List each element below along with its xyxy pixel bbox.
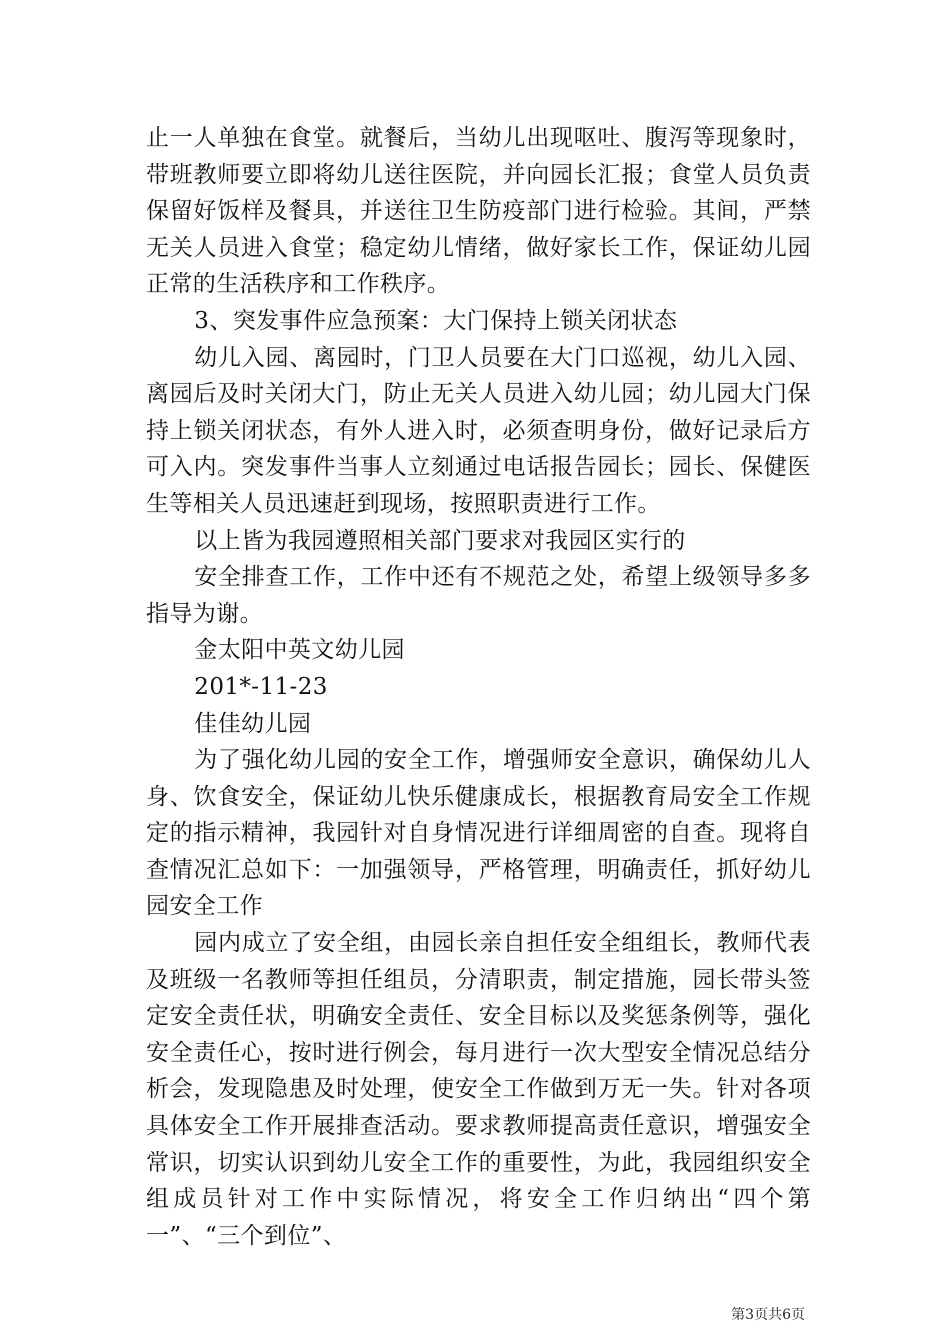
paragraph-1: 止一人单独在食堂。就餐后，当幼儿出现呕吐、腹泻等现象时，带班教师要立即将幼儿送往医院，并向园长汇报；食堂人员负责保留好饭样及餐具，并送往卫生防疫部门进行检验。其间，严禁无关人员进入食堂；稳定幼儿情绪，做好家长工作，保证幼儿园正常的生活秩序和工作秩序。	[146, 125, 811, 298]
paragraph-5: 安全排查工作，工作中还有不规范之处，希望上级领导多多指导为谢。	[146, 564, 811, 627]
section-title-kindergarten: 佳佳幼儿园	[194, 710, 312, 737]
paragraph-10: 园内成立了安全组，由园长亲自担任安全组组长，教师代表及班级一名教师等担任组员，分清职责，制定措施，园长带头签定安全责任状，明确安全责任、安全目标以及奖惩条例等，强化安全责任心，按时进行例会，每月进行一次大型安全情况总结分析会，发现隐患及时处理，使安全工作做到万无一失。针对各项具体安全工作开展排查活动。要求教师提高责任意识，增强安全常识，切实认识到幼儿安全工作的重要性，为此，我园组织安全组成员针对工作中实际情况，将安全工作归纳出“四个第一”、“三个到位”、	[146, 930, 811, 1249]
document-body	[146, 120, 811, 1254]
signature-date: 201*-11-23	[194, 673, 328, 700]
paragraph-4: 以上皆为我园遵照相关部门要求对我园区实行的	[194, 527, 686, 554]
paragraph-2-heading: 3、突发事件应急预案：大门保持上锁关闭状态	[194, 307, 678, 334]
page-number-footer: 第3页共6页	[731, 1307, 805, 1323]
paragraph-3: 幼儿入园、离园时，门卫人员要在大门口巡视，幼儿入园、离园后及时关闭大门，防止无关人员进入幼儿园；幼儿园大门保持上锁关闭状态，有外人进入时，必须查明身份，做好记录后方可入内。突发事件当事人立刻通过电话报告园长；园长、保健医生等相关人员迅速赶到现场，按照职责进行工作。	[146, 344, 811, 517]
paragraph-9: 为了强化幼儿园的安全工作，增强师安全意识，确保幼儿人身、饮食安全，保证幼儿快乐健康成长，根据教育局安全工作规定的指示精神，我园针对自身情况进行详细周密的自查。现将自查情况汇总如下：一加强领导，严格管理，明确责任，抓好幼儿园安全工作	[146, 747, 811, 920]
signature-organization: 金太阳中英文幼儿园	[194, 637, 405, 664]
